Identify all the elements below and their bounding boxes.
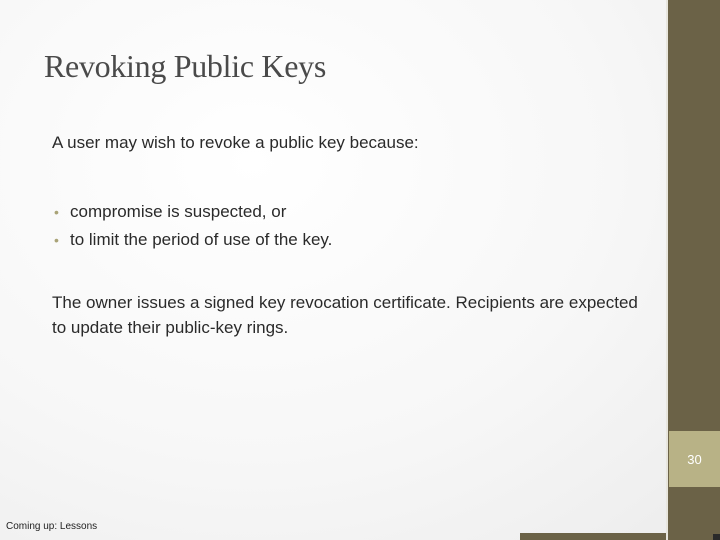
bullet-list [52, 198, 332, 254]
bullet-item [52, 198, 332, 226]
bullet-text: compromise is suspected, or [70, 202, 287, 221]
bullet-text: to limit the period of use of the key. [70, 230, 333, 249]
side-divider [666, 0, 668, 540]
page-number: 30 [687, 451, 702, 467]
corner-mark [713, 534, 720, 540]
slide-title: Revoking Public Keys [44, 48, 326, 84]
bullet-dot-icon: • [54, 204, 59, 220]
footer-note: Coming up: Lessons [6, 521, 98, 532]
body-paragraph: The owner issues a signed key revocation certificate. Recipients are expected to update their public-key rings. [52, 293, 638, 337]
bottom-accent-bar [520, 533, 666, 540]
intro-text: A user may wish to revoke a public key because: [52, 133, 419, 152]
bullet-item [52, 226, 332, 254]
bullet-dot-icon: • [54, 232, 59, 248]
